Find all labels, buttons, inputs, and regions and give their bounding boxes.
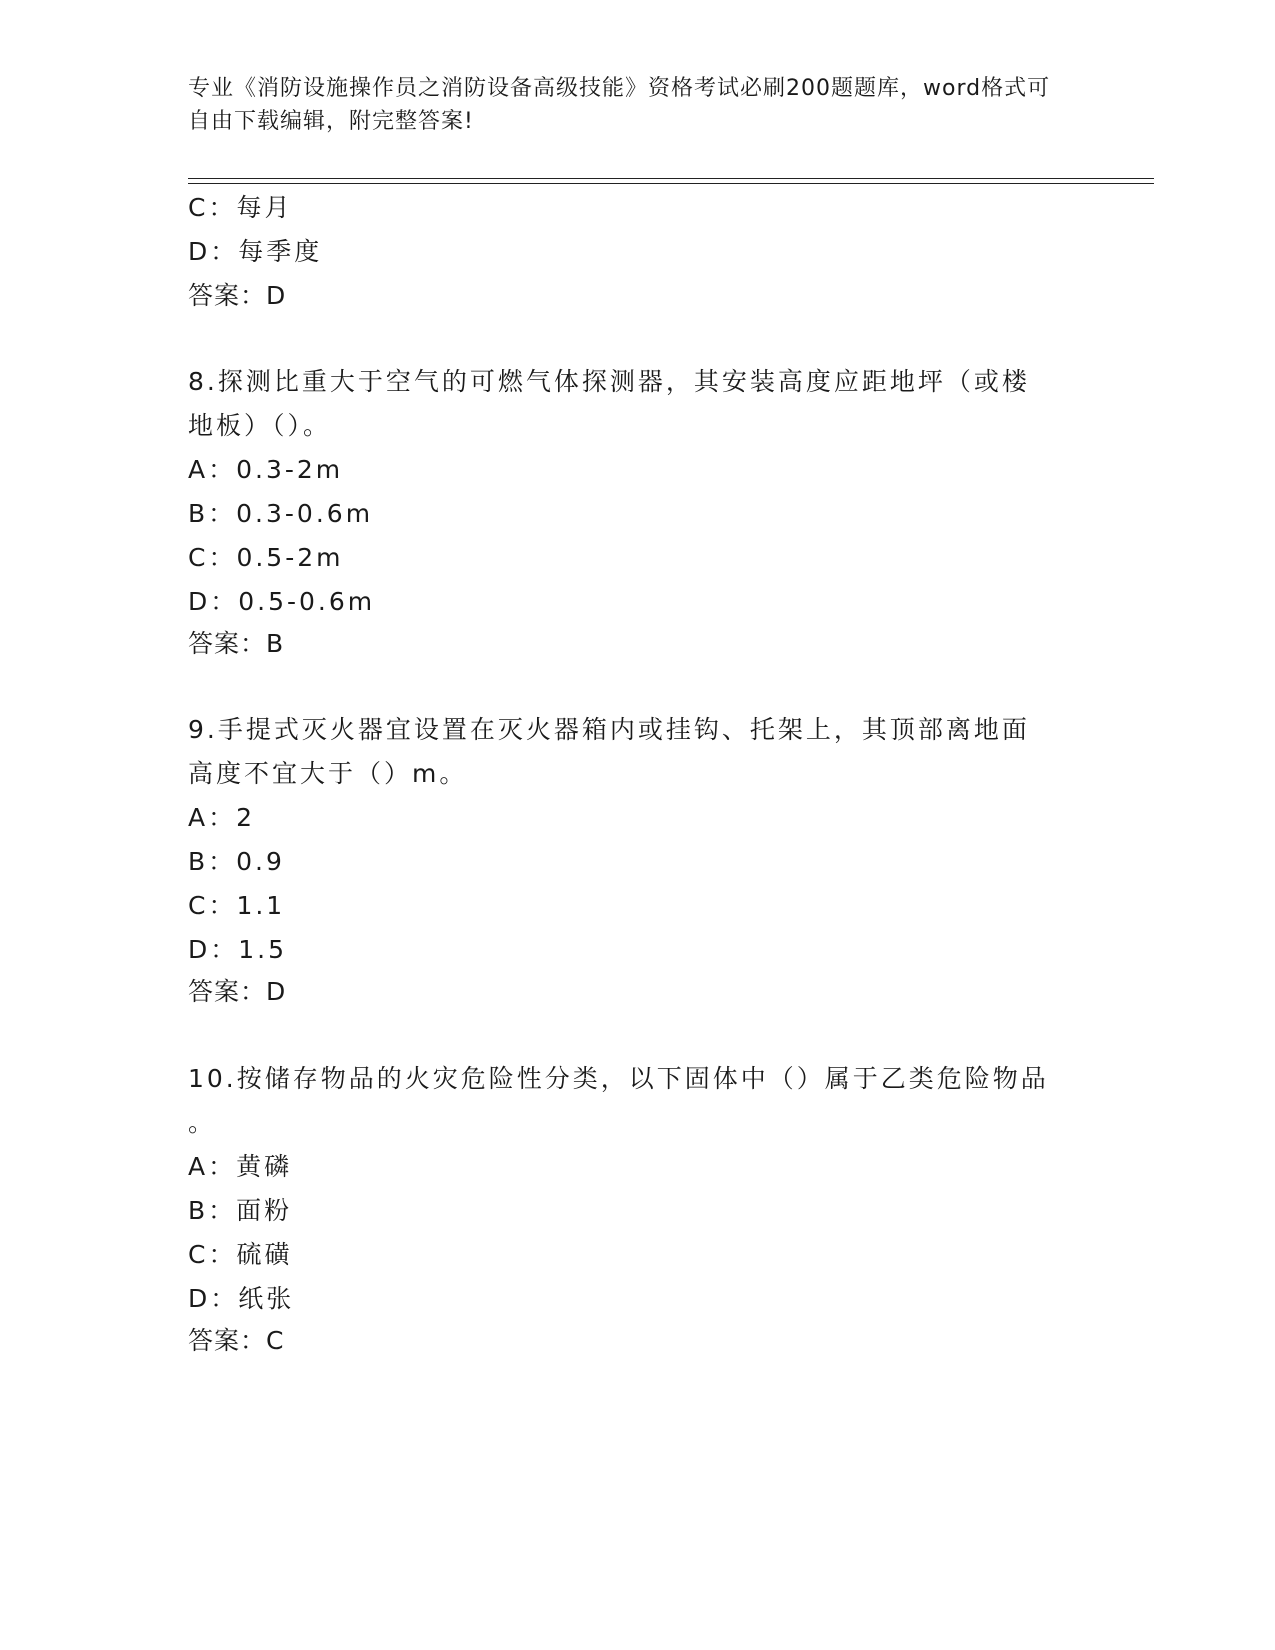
answer-label: 答案：D: [188, 281, 287, 310]
document-header: 专业《消防设施操作员之消防设备高级技能》资格考试必刷200题题库，word格式可自由下载编辑，附完整答案!: [188, 76, 1051, 134]
option-d: D：每季度: [188, 237, 323, 266]
question-9-answer: 答案：D: [188, 977, 287, 1006]
question-10-stem-line2: 。: [188, 1108, 217, 1137]
question-10-option-d: D：纸张: [188, 1284, 295, 1313]
question-9-option-d: D：1.5: [188, 935, 288, 964]
question-10-answer: 答案：C: [188, 1326, 285, 1355]
question-9-option-a: A：2: [188, 803, 256, 832]
question-8-option-c: C：0.5-2m: [188, 543, 344, 572]
question-8-option-a: A：0.3-2m: [188, 455, 344, 484]
question-8-option-d: D：0.5-0.6m: [188, 587, 376, 616]
option-c: C：每月: [188, 193, 293, 222]
question-8-stem-line2: 地板）（）。: [188, 411, 332, 440]
question-8-answer: 答案：B: [188, 629, 285, 658]
question-8-option-b: B：0.3-0.6m: [188, 499, 374, 528]
question-9-option-c: C：1.1: [188, 891, 286, 920]
header-divider-bottom: [188, 183, 1154, 184]
question-9-stem-line2: 高度不宜大于（）m。: [188, 759, 468, 788]
question-10-option-b: B：面粉: [188, 1196, 293, 1225]
question-9-stem-line1: 9.手提式灭火器宜设置在灭火器箱内或挂钩、托架上，其顶部离地面: [188, 715, 1030, 744]
question-10-stem-line1: 10.按储存物品的火灾危险性分类，以下固体中（）属于乙类危险物品: [188, 1064, 1049, 1093]
header-divider-top: [188, 178, 1154, 179]
question-8-stem-line1: 8.探测比重大于空气的可燃气体探测器，其安装高度应距地坪（或楼: [188, 367, 1030, 396]
question-10-option-c: C：硫磺: [188, 1240, 293, 1269]
question-9-option-b: B：0.9: [188, 847, 285, 876]
question-10-option-a: A：黄磷: [188, 1152, 293, 1181]
